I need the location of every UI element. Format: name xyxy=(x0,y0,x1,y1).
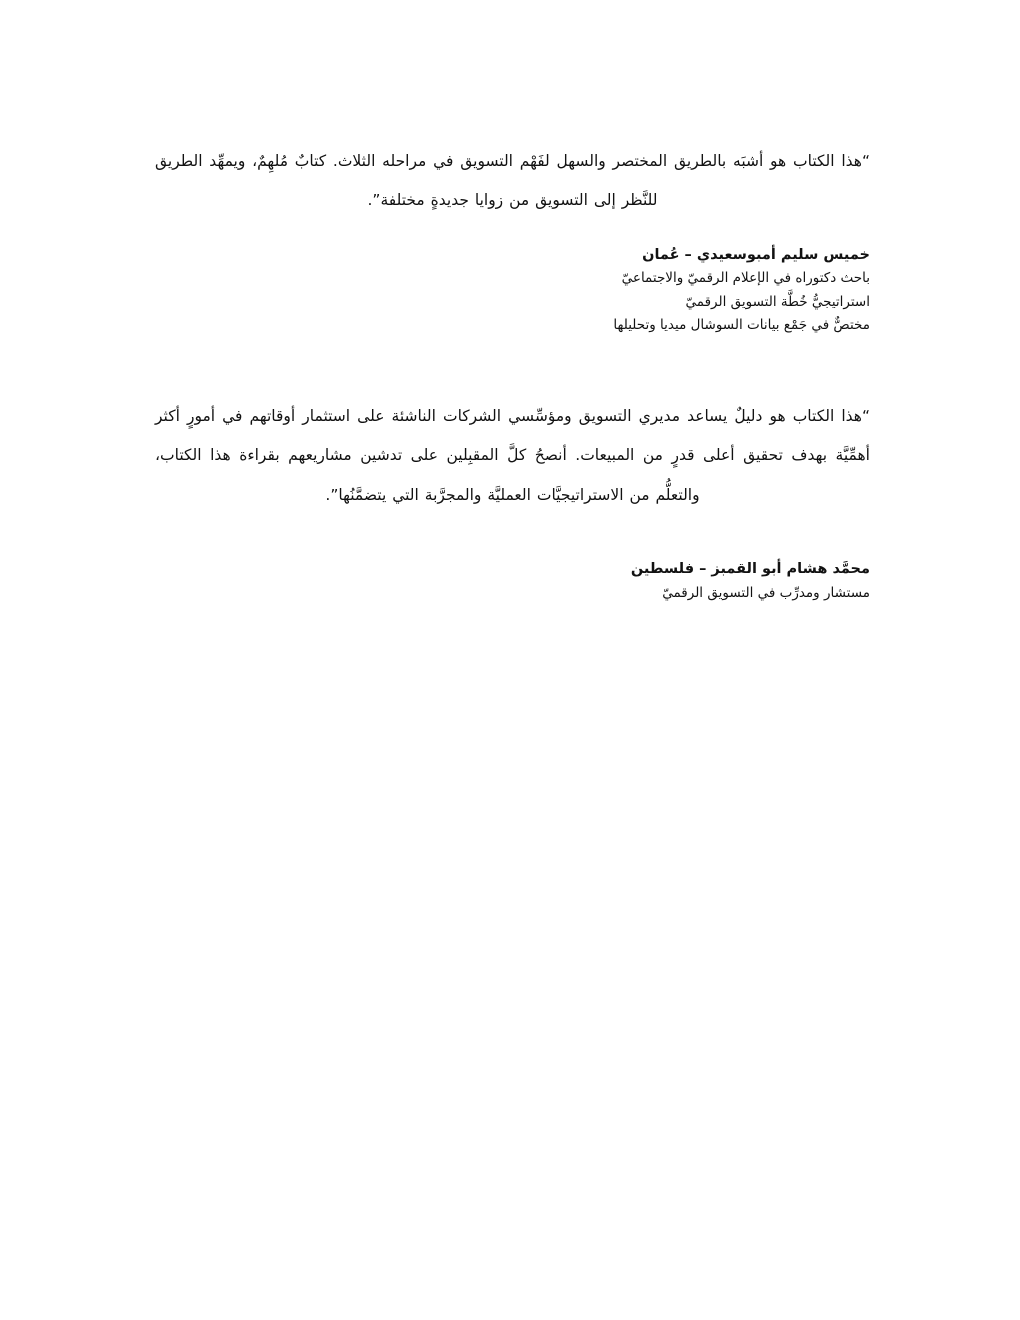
endorser-name-1: خميس سليم أمبوسعيدي – عُمان xyxy=(642,246,870,263)
spacer xyxy=(155,221,870,243)
endorser-roles-2 xyxy=(155,582,870,605)
endorser-role-line: مختصٌّ في جَمْع بيانات السوشال ميديا وتحليلها xyxy=(613,316,870,333)
endorser-role-line: باحث دكتوراه في الإعلام الرقميّ والاجتماعيّ xyxy=(621,270,870,287)
endorser-name-2: محمَّد هشام أبو القمبز – فلسطين xyxy=(630,560,870,577)
endorsement-quote-1: “هذا الكتاب هو أشبَه بالطريق المختصر والسهل لفَهْم التسويق في مراحله الثلاث. كتابٌ مُلهِمٌ، ويمهِّد الطريق للنَّظر إلى التسويق من زوايا جديدةٍ مختلفة”. xyxy=(155,151,870,210)
spacer xyxy=(155,337,870,381)
endorsement-attribution-1 xyxy=(155,243,870,338)
endorsement-attribution-2 xyxy=(155,557,870,605)
spacer xyxy=(155,531,870,557)
endorser-role-line: مستشار ومدرِّب في التسويق الرقميّ xyxy=(662,584,870,601)
endorser-roles-1 xyxy=(155,267,870,337)
endorser-role-line: استراتيجيُّ خُطَّة التسويق الرقميّ xyxy=(685,293,870,310)
text-column xyxy=(155,126,870,605)
endorsement-quote-2: “هذا الكتاب هو دليلٌ يساعد مديري التسويق ومؤسِّسي الشركات الناشئة على استثمار أوقاتهم في أمورٍ أكثر أهمِّيَّة بهدف تحقيق أعلى قدرٍ من المبيعات. أنصحُ كلَّ المقبِلين على تدشين مشاريعهم بقراءة هذا الكتاب، والتعلُّم من الاستراتيجيَّات العمليَّة والمجرَّبة التي يتضمَّنُها”. xyxy=(155,406,870,504)
